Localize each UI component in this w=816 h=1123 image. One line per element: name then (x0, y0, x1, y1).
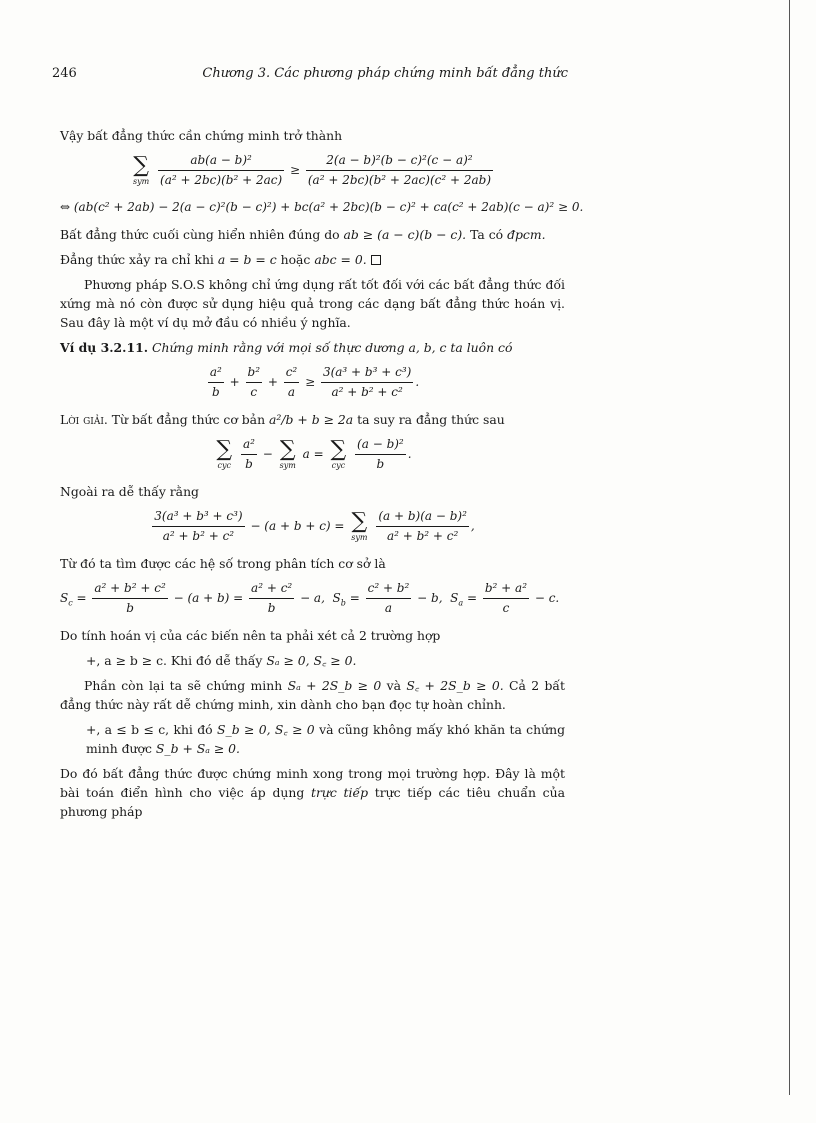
fraction: $\frac{\text{3(a³ + b³ + c³)}}{\text{a² + b² + c²}}$ (322, 365, 412, 399)
fraction: $\frac{\text{a² + c²}}{b}$ (251, 581, 293, 615)
paragraph-intro: Vậy bất đẳng thức cần chứng minh trở thành (60, 128, 343, 143)
equation-5: $\frac{\text{3(a³ + b³ + c³)}}{\text{a² + b² + c²}}$ − (a + b + c) = ∑ sym $\frac{\text{(a + b)(a − b)²}}{\text{a² + b² + c²}}$ , (60, 507, 565, 546)
fraction: $\frac{\text{a²}}{b}$ (242, 437, 255, 471)
solution-paragraph: Lời giải. Từ bất đẳng thức cơ bản a²/b + b ≥ 2a ta suy ra đẳng thức sau (60, 412, 505, 427)
example-statement: Ví dụ 3.2.11. Chứng minh rằng với mọi số thực dương a, b, c ta luôn có (60, 340, 513, 355)
fraction: $\frac{\text{ab(a − b)²}}{\text{(a² + 2bc)(b² + 2ac)}}$ (160, 153, 283, 187)
case-2: +, a ≤ b ≤ c, khi đó S_b ≥ 0, S꜀ ≥ 0 và cũng không mấy khó khăn ta chứng minh được S_b + Sₐ ≥ 0. (86, 722, 565, 756)
sum-symbol: ∑ sym (132, 153, 150, 186)
equation-1 (60, 151, 565, 190)
chapter-title: Chương 3. Các phương pháp chứng minh bất đẳng thức (202, 66, 568, 81)
equation-2: ⇔ (ab(c² + 2ab) − 2(a − c)²(b − c)²) + bc(a² + 2bc)(b − c)² + ca(c² + 2ab)(c − a)² ≥ 0. (60, 200, 584, 214)
page-body (60, 126, 584, 827)
fraction: $\frac{\text{b² + a²}}{c}$ (484, 581, 527, 615)
paragraph-conclusion: Do đó bất đẳng thức được chứng minh xong trong mọi trường hợp. Đây là một bài toán điển hình cho việc áp dụng trực tiếp trực tiếp các tiêu chuẩn của phương pháp (60, 766, 565, 819)
page-edge-line (789, 0, 790, 1095)
paragraph-sos: Phương pháp S.O.S không chỉ ứng dụng rất tốt đối với các bất đẳng thức đối xứng mà nó còn được sử dụng hiệu quả trong các dạng bất đẳng thức hoán vị. Sau đây là một ví dụ mở đầu có nhiều ý nghĩa. (60, 277, 565, 330)
paragraph-moreover: Ngoài ra dễ thấy rằng (60, 484, 199, 499)
paragraph-obvious: Bất đẳng thức cuối cùng hiển nhiên đúng do ab ≥ (a − c)(b − c). Ta có đpcm. (60, 227, 546, 242)
case-1: +, a ≥ b ≥ c. Khi đó dễ thấy Sₐ ≥ 0, S꜀ ≥ 0. (86, 653, 357, 668)
fraction: $\frac{\text{c²}}{a}$ (285, 365, 298, 399)
sum-symbol: ∑ cyc (330, 437, 347, 470)
fraction: $\frac{\text{c² + b²}}{a}$ (367, 581, 410, 615)
sum-symbol: ∑ sym (351, 509, 368, 542)
fraction: $\frac{\text{2(a − b)²(b − c)²(c − a)²}}{\text{(a² + 2bc)(b² + 2ac)(c² + 2ab)}}$ (307, 153, 492, 187)
paragraph-equality: Đẳng thức xảy ra chỉ khi a = b = c hoặc abc = 0. (60, 250, 565, 269)
sum-symbol: ∑ cyc (216, 437, 233, 470)
relation: ≥ (289, 163, 301, 177)
equation-4: ∑ cyc $\frac{\text{a²}}{b}$ − ∑ sym a = ∑ cyc $\frac{\text{(a − b)²}}{b}$ . (60, 435, 565, 474)
paragraph-coefficients: Từ đó ta tìm được các hệ số trong phân tích cơ sở là (60, 556, 386, 571)
equation-6: $S_c$ = $\frac{\text{a² + b² + c²}}{b}$ − (a + b) = $\frac{\text{a² + c²}}{b}$ − a, $S_b$ = $\frac{\text{c² + b²}}{a}$ − b, $S_a$ = $\frac{\text{b² + a²}}{c}$ − c. (60, 579, 565, 618)
fraction: $\frac{\text{(a + b)(a − b)²}}{\text{a² + b² + c²}}$ (378, 509, 467, 543)
qed-square-icon (371, 255, 381, 265)
equation-3: $\frac{\text{a²}}{b}$ + $\frac{\text{b²}}{c}$ + $\frac{\text{c²}}{a}$ ≥ $\frac{\text{3(a³ + b³ + c³)}}{\text{a² + b² + c²}}$ . (60, 363, 565, 402)
fraction: $\frac{\text{3(a³ + b³ + c³)}}{\text{a² + b² + c²}}$ (154, 509, 243, 543)
example-label: Ví dụ 3.2.11. (60, 340, 149, 355)
solution-label: Lời giải. (60, 412, 108, 427)
paragraph-cases: Do tính hoán vị của các biến nên ta phải xét cả 2 trường hợp (60, 628, 441, 643)
sum-symbol: ∑ sym (279, 437, 296, 470)
fraction: $\frac{\text{a²}}{b}$ (209, 365, 222, 399)
fraction: $\frac{\text{b²}}{c}$ (247, 365, 261, 399)
fraction: $\frac{\text{(a − b)²}}{b}$ (357, 437, 404, 471)
fraction: $\frac{\text{a² + b² + c²}}{b}$ (94, 581, 166, 615)
paragraph-remaining: Phần còn lại ta sẽ chứng minh Sₐ + 2S_b ≥ 0 và S꜀ + 2S_b ≥ 0. Cả 2 bất đẳng thức này rất dễ chứng minh, xin dành cho bạn đọc tự hoàn chỉnh. (60, 678, 565, 712)
page-number: 246 (52, 66, 77, 81)
